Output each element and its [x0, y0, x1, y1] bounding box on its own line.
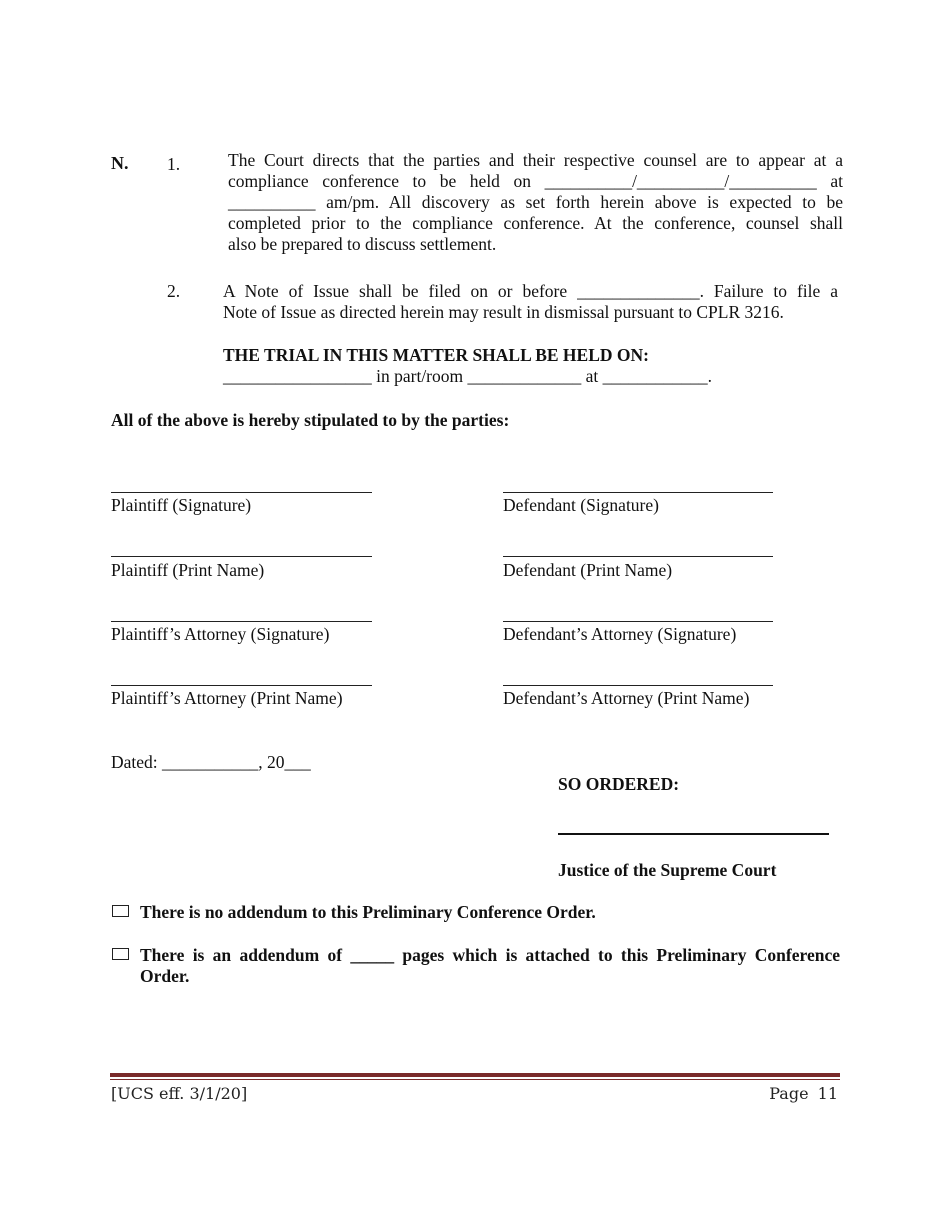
addendum-attached-line: Order.	[140, 966, 190, 986]
defendant-signature-label: Defendant (Signature)	[503, 495, 659, 515]
trial-heading: THE TRIAL IN THIS MATTER SHALL BE HELD ON:	[223, 345, 649, 365]
addendum-attached-label	[140, 945, 840, 987]
plaintiff-print-name-label: Plaintiff (Print Name)	[111, 560, 265, 580]
footer-rule-thin	[110, 1079, 840, 1080]
plaintiff-attorney-signature-line	[111, 621, 372, 622]
defendant-print-name-line	[503, 556, 773, 557]
defendant-attorney-signature-label: Defendant’s Attorney (Signature)	[503, 624, 737, 644]
item-1-line: completed prior to the compliance conference. At the conference, counsel shall	[228, 213, 843, 233]
item-1-number: 1.	[167, 154, 181, 174]
trial-details-line: _________________ in part/room _____________ at ____________.	[223, 366, 713, 386]
defendant-attorney-print-name-line	[503, 685, 773, 686]
plaintiff-attorney-signature-label: Plaintiff’s Attorney (Signature)	[111, 624, 330, 644]
addendum-attached-line: There is an addendum of _____ pages which is attached to this Preliminary Conference	[140, 945, 840, 965]
defendant-attorney-signature-line	[503, 621, 773, 622]
addendum-attached-checkbox[interactable]	[112, 948, 129, 960]
plaintiff-signature-line	[111, 492, 372, 493]
so-ordered-heading: SO ORDERED:	[558, 774, 680, 794]
justice-label: Justice of the Supreme Court	[558, 860, 777, 880]
section-letter: N.	[111, 153, 129, 173]
plaintiff-signature-label: Plaintiff (Signature)	[111, 495, 252, 515]
defendant-print-name-label: Defendant (Print Name)	[503, 560, 673, 580]
defendant-signature-line	[503, 492, 773, 493]
no-addendum-label: There is no addendum to this Preliminary Conference Order.	[140, 902, 596, 922]
plaintiff-attorney-print-name-line	[111, 685, 372, 686]
item-2-line: Note of Issue as directed herein may result in dismissal pursuant to CPLR 3216.	[223, 302, 784, 322]
item-2-paragraph	[223, 281, 838, 323]
footer-page-number: Page 11	[769, 1084, 838, 1103]
plaintiff-attorney-print-name-label: Plaintiff’s Attorney (Print Name)	[111, 688, 343, 708]
no-addendum-checkbox[interactable]	[112, 905, 129, 917]
justice-signature-line	[558, 833, 829, 835]
item-1-line: also be prepared to discuss settlement.	[228, 234, 497, 254]
stipulation-heading: All of the above is hereby stipulated to by the parties:	[111, 410, 510, 430]
item-1-line: compliance conference to be held on __________/__________/__________ at	[228, 171, 843, 191]
item-2-number: 2.	[167, 281, 181, 301]
item-2-line: A Note of Issue shall be filed on or before ______________. Failure to file a	[223, 281, 838, 301]
item-1-paragraph	[228, 150, 843, 255]
plaintiff-print-name-line	[111, 556, 372, 557]
defendant-attorney-print-name-label: Defendant’s Attorney (Print Name)	[503, 688, 750, 708]
item-1-line: __________ am/pm. All discovery as set forth herein above is expected to be	[228, 192, 843, 212]
footer-revision: [UCS eff. 3/1/20]	[111, 1084, 248, 1103]
dated-line: Dated: ___________, 20___	[111, 752, 311, 772]
footer-rule-thick	[110, 1073, 840, 1077]
item-1-line: The Court directs that the parties and their respective counsel are to appear at a	[228, 150, 843, 170]
